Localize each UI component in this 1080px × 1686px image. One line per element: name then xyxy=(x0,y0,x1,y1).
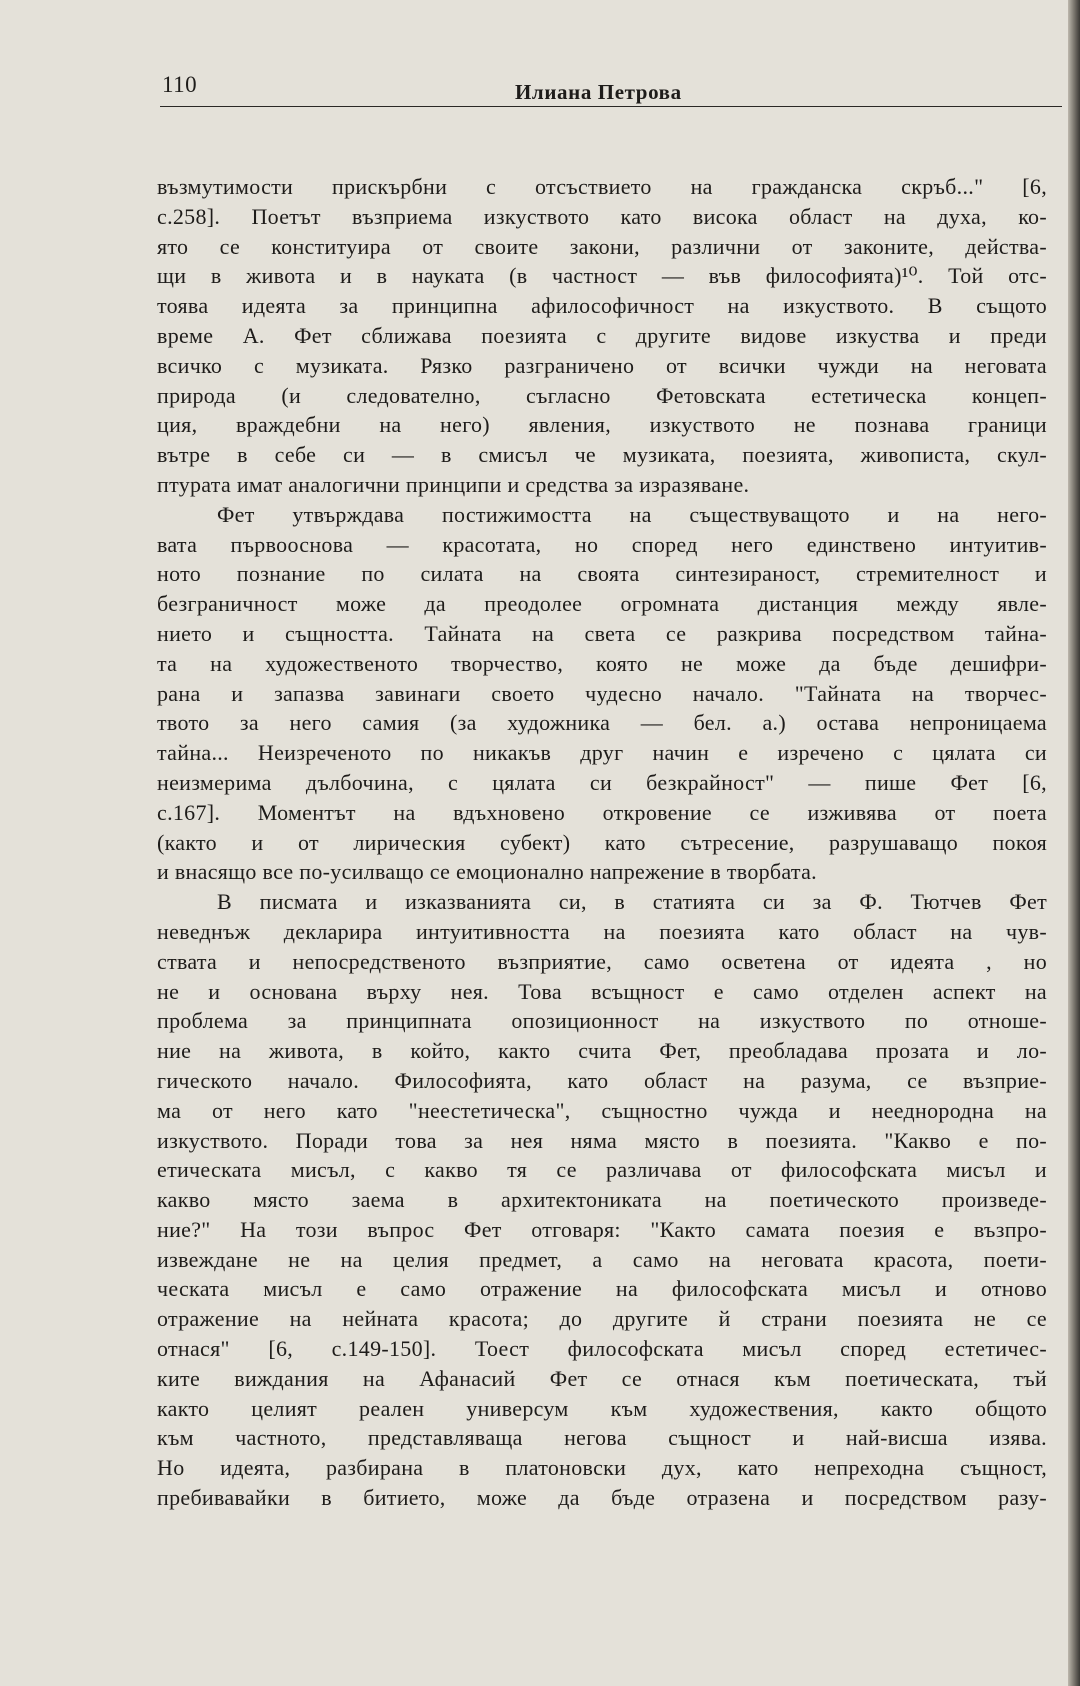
text-line: не и основана върху нея. Това всъщност е само отделен аспект на xyxy=(157,978,1047,1004)
page-edge-shadow xyxy=(1068,0,1080,1686)
header-rule xyxy=(160,106,1062,107)
text-line: ките виждания на Афанасий Фет се отнася към поетическата, тъй xyxy=(157,1365,1047,1391)
text-line: природа (и следователно, съгласно Фетовската естетическа концеп- xyxy=(157,382,1047,408)
text-line: ние на живота, в който, както счита Фет, преобладава прозата и ло- xyxy=(157,1038,1047,1064)
text-line: възмутимости прискърбни с отсъствието на гражданска скръб..." [6, xyxy=(157,174,1047,199)
text-line: нието и същността. Тайната на света се разкрива посредством тайна- xyxy=(157,620,1047,646)
page-header xyxy=(160,70,1062,110)
text-line: проблема за принципната опозиционност на изкуството по отноше- xyxy=(157,1008,1047,1034)
text-line: ното познание по силата на своята синтезираност, стремителност и xyxy=(157,561,1047,587)
text-line: тоява идеята за принципна афилософичност на изкуството. В същото xyxy=(157,293,1047,319)
text-line: ято се конституира от своите закони, различни от законите, действа- xyxy=(157,233,1047,259)
text-line: неведнъж декларира интуитивността на поезията като област на чув- xyxy=(157,918,1047,944)
text-line: както целият реален универсум към художествения, както общото xyxy=(157,1395,1047,1421)
text-line: та на художественото творчество, която не може да бъде дешифри- xyxy=(157,650,1047,676)
text-line: отнася" [6, с.149-150]. Тоест философската мисъл според естетичес- xyxy=(157,1336,1047,1362)
text-line: ма от него като "неестетическа", същностно чужда и нееднородна на xyxy=(157,1097,1047,1123)
running-head-author: Илиана Петрова xyxy=(515,80,682,104)
text-line: твото за него самия (за художника — бел. а.) остава непроницаема xyxy=(157,710,1047,736)
paragraph xyxy=(157,887,1047,1513)
text-line: ствата и непосредственото възприятие, само осветена от идеята , но xyxy=(157,948,1047,974)
body-text xyxy=(157,172,1047,1513)
text-line: и внасящо все по-усилващо се емоционално напрежение в творбата. xyxy=(157,859,817,885)
text-line: тайна... Неизреченото по никакъв друг начин е изречено с цялата си xyxy=(157,740,1047,766)
text-line: гическото начало. Философията, като област на разума, се възприе- xyxy=(157,1067,1047,1093)
text-line: неизмерима дълбочина, с цялата си безкрайност" — пише Фет [6, xyxy=(157,769,1047,795)
text-line: отражение на нейната красота; до другите й страни поезията не се xyxy=(157,1306,1047,1332)
paragraph xyxy=(157,172,1047,500)
text-line: (както и от лирическия субект) като сътресение, разрушаващо покоя xyxy=(157,829,1047,855)
text-line: щи в живота и в науката (в частност — във философията)¹⁰. Той отс- xyxy=(157,263,1047,289)
text-line: ческата мисъл е само отражение на философската мисъл и отново xyxy=(157,1276,1047,1302)
page-number: 110 xyxy=(162,72,198,97)
text-line: всичко с музиката. Рязко разграничено от всички чужди на неговата xyxy=(157,352,1047,378)
text-line: време А. Фет сближава поезията с другите видове изкуства и преди xyxy=(157,322,1047,348)
text-line: Фет утвърждава постижимостта на съществуващото и на него- xyxy=(217,501,1047,527)
text-line: с.258]. Поетът възприема изкуството като висока област на духа, ко- xyxy=(157,203,1047,229)
text-line: извеждане не на целия предмет, а само на неговата красота, поети- xyxy=(157,1246,1047,1272)
paragraph xyxy=(157,500,1047,887)
text-line: вътре в себе си — в смисъл че музиката, поезията, живописта, скул- xyxy=(157,442,1047,468)
text-line: безграничност може да преодолее огромната дистанция между явле- xyxy=(157,591,1047,617)
text-line: етическата мисъл, с какво тя се различава от философската мисъл и xyxy=(157,1157,1047,1183)
text-line: В писмата и изказванията си, в статията си за Ф. Тютчев Фет xyxy=(217,889,1047,915)
text-line: Но идеята, разбирана в платоновски дух, като непреходна същност, xyxy=(157,1455,1047,1481)
text-line: птурата имат аналогични принципи и средства за изразяване. xyxy=(157,471,750,497)
text-line: пребивавайки в битието, може да бъде отразена и посредством разу- xyxy=(157,1485,1047,1511)
text-line: изкуството. Поради това за нея няма място в поезията. "Какво е по- xyxy=(157,1127,1047,1153)
text-line: какво място заема в архитектониката на поетическото произведе- xyxy=(157,1187,1047,1213)
text-line: ние?" На този въпрос Фет отговаря: "Както самата поезия е възпро- xyxy=(157,1216,1047,1242)
text-line: рана и запазва завинаги своето чудесно начало. "Тайната на творчес- xyxy=(157,680,1047,706)
text-line: с.167]. Моментът на вдъхновено откровение се изживява от поета xyxy=(157,799,1047,825)
text-line: ция, враждебни на него) явления, изкуството не познава граници xyxy=(157,412,1047,438)
text-line: към частното, представляваща негова същност и най-висша изява. xyxy=(157,1425,1047,1451)
text-line: вата първооснова — красотата, но според него единствено интуитив- xyxy=(157,531,1047,557)
